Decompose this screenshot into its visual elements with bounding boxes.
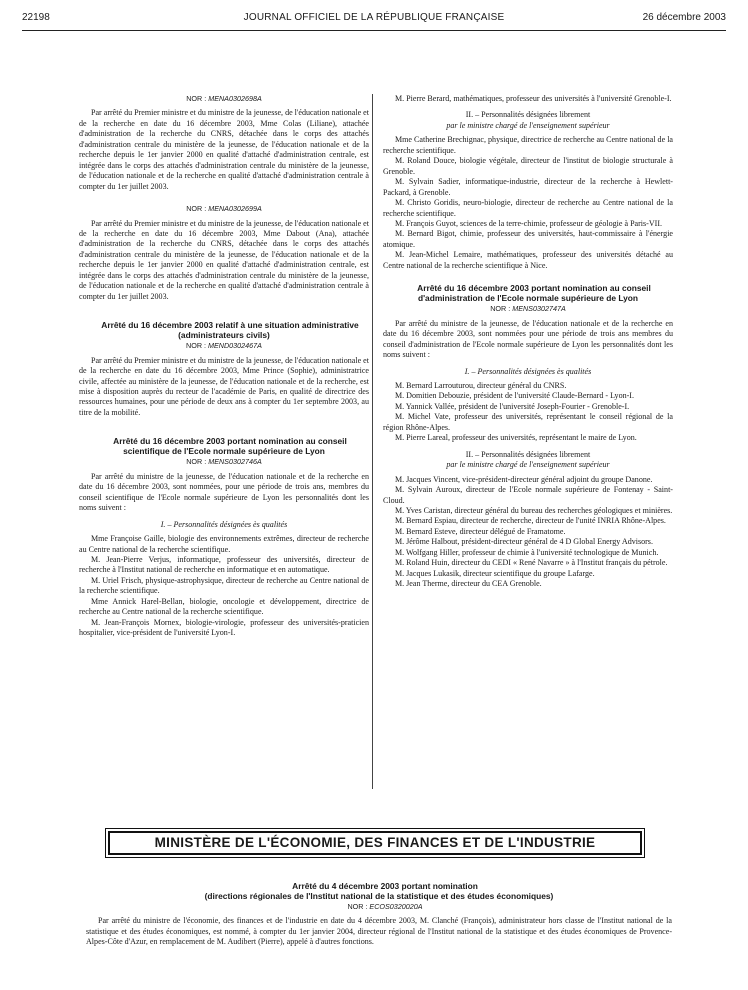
list-item: M. Roland Huin, directeur du CEDI « René Navarre » à l'Institut français du pétrole. — [395, 558, 668, 568]
right-column — [383, 94, 673, 590]
list-item: M. Yannick Vallée, président de l'université Joseph-Fourier - Grenoble-I. — [395, 401, 630, 411]
nor-reference: NOR : MENA0302699A — [186, 204, 262, 214]
list-item: M. Jean-François Mornex, biologie-virologie, professeur des universités-praticien hospitalier, vice-président de l'université Lyon-I. — [79, 617, 369, 638]
list-item: M. Michel Vate, professeur des universités, représentant le conseil régional de la région Rhône-Alpes. — [383, 412, 673, 432]
issue-date: 26 décembre 2003 — [642, 12, 726, 23]
decree-paragraph: Par arrêté du Premier ministre et du ministre de la jeunesse, de l'éducation nationale et de la recherche en date du 16 décembre 2003, Mme Dabout (Ana), attachée d'administration de la recherche du CNRS, détachée dans le corps des attachés d'administration centrale du ministère de la jeunesse, de l'éducation nationale et de la recherche depuis le 1er janvier 2000 en qualité d'attaché d'administration centrale, est intégrée dans le corps des attachés d'administration centrale du ministère de la jeunesse, de l'éducation nationale et de la recherche en qualité d'attaché d'administration centrale à compter du 1er juillet 2003. — [79, 218, 369, 301]
list-item: M. François Guyot, sciences de la terre-chimie, professeur de géologie à Paris-VII. — [395, 218, 663, 228]
header-rule — [22, 30, 726, 31]
list-item: M. Sylvain Sadier, informatique-industrie, directeur de la recherche à Hewlett-Packard, à Grenoble. — [383, 177, 673, 197]
nor-reference: NOR : MENS0302747A — [490, 304, 566, 314]
list-item: M. Jean-Pierre Verjus, informatique, professeur des universités, directeur de recherche à l'Institut national de recherche en informatique et en automatique. — [79, 554, 369, 575]
decree-title: Arrêté du 16 décembre 2003 relatif à une situation administrative (administrateurs civils) — [101, 320, 359, 341]
list-item: M. Roland Douce, biologie végétale, directeur de l'institut de biologie structurale à Grenoble. — [383, 156, 673, 176]
section-heading: II. – Personnalités désignées librement par le ministre chargé de l'enseignement supérieur — [446, 110, 610, 130]
page-number: 22198 — [22, 12, 50, 23]
list-item: M. Bernard Bigot, chimie, professeur des universités, haut-commissaire à l'énergie atomique. — [383, 229, 673, 249]
decree-paragraph: Par arrêté du ministre de l'économie, des finances et de l'industrie en date du 4 décembre 2003, M. Clanché (François), administrateur hors classe de l'Institut national de la statistique et des études économiques, est nommé, à compter du 1er janvier 2004, directeur régional de l'Institut national de la statistique et des études économiques de Provence-Alpes-Côte d'Azur, en remplacement de M. Audibert (Pierre), appelé à d'autres fonctions. — [86, 916, 672, 947]
bottom-decree — [86, 881, 672, 948]
column-divider — [372, 94, 373, 789]
list-item: M. Wolfgang Hiller, professeur de chimie à l'université technologique de Munich. — [395, 547, 659, 557]
list-item: M. Sylvain Auroux, directeur de l'Ecole normale supérieure de Fontenay - Saint-Cloud. — [383, 485, 673, 505]
list-item: M. Jacques Vincent, vice-président-directeur général adjoint du groupe Danone. — [395, 474, 653, 484]
list-item: Mme Françoise Gaille, biologie des environnements extrêmes, directeur de recherche au Centre national de la recherche scientifique. — [79, 534, 369, 554]
decree-title: Arrêté du 4 décembre 2003 portant nomination (directions régionales de l'Institut national de la statistique et des études économiques) — [204, 881, 554, 901]
nor-reference: NOR : MENS0302746A — [186, 457, 262, 467]
decree-title: Arrêté du 16 décembre 2003 portant nomination au conseil scientifique de l'Ecole normale supérieure de Lyon — [113, 436, 347, 457]
ministry-banner — [108, 831, 642, 855]
list-item: M. Jérôme Halbout, président-directeur général de 4 D Global Energy Advisors. — [395, 537, 653, 547]
decree-title: Arrêté du 16 décembre 2003 portant nomination au conseil d'administration de l'Ecole normale supérieure de Lyon — [417, 283, 651, 304]
list-item: Mme Annick Harel-Bellan, biologie, oncologie et développement, directrice de recherche au Centre national de la recherche scientifique. — [79, 596, 369, 617]
list-item: Mme Catherine Brechignac, physique, directrice de recherche au Centre national de la recherche scientifique. — [383, 135, 673, 155]
list-item: M. Jean Therme, directeur du CEA Grenoble. — [395, 579, 542, 589]
section-heading: I. – Personnalités désignées ès qualités — [464, 366, 592, 376]
nor-reference: NOR : MENA0302698A — [186, 94, 262, 103]
list-item: M. Yves Caristan, directeur général du bureau des recherches géologiques et minières. — [395, 505, 673, 515]
section-heading: I. – Personnalités désignées ès qualités — [160, 519, 288, 529]
left-column — [79, 94, 369, 639]
list-item: M. Pierre Lareal, professeur des universités, représentant le maire de Lyon. — [395, 433, 637, 443]
section-heading: II. – Personnalités désignées librement par le ministre chargé de l'enseignement supérieur — [446, 449, 610, 470]
journal-title: JOURNAL OFFICIEL DE LA RÉPUBLIQUE FRANÇAISE — [243, 12, 505, 23]
decree-paragraph: Par arrêté du Premier ministre et du ministre de la jeunesse, de l'éducation nationale et de la recherche en date du 16 décembre 2003, Mme Colas (Liliane), attachée d'administration de la recherche du CNRS, détachée dans le corps des attachés d'administration centrale du ministère de la jeunesse, de l'éducation nationale et de la recherche depuis le 1er janvier 2000 en qualité d'attaché d'administration centrale, est intégrée dans le corps des attachés d'administration centrale du ministère de la jeunesse, de l'éducation nationale et de la recherche en qualité d'attaché d'administration centrale à compter du 1er juillet 2003. — [79, 108, 369, 191]
decree-paragraph: Par arrêté du ministre de la jeunesse, de l'éducation nationale et de la recherche en date du 16 décembre 2003, sont nommées, pour une période de trois ans, membres du conseil scientifique de l'Ecole normale supérieure de Lyon les personnalités dont les noms suivent : — [79, 471, 369, 513]
nor-reference: NOR : MEND0302467A — [186, 341, 262, 351]
list-item: M. Uriel Frisch, physique-astrophysique, directeur de recherche au Centre national de la recherche scientifique. — [79, 575, 369, 596]
ministry-title: MINISTÈRE DE L'ÉCONOMIE, DES FINANCES ET DE L'INDUSTRIE — [154, 835, 596, 850]
list-item: M. Christo Goridis, neuro-biologie, directeur de recherche au Centre national de la recherche scientifique. — [383, 198, 673, 218]
list-item: M. Bernard Espiau, directeur de recherche, directeur de l'unité INRIA Rhône-Alpes. — [395, 516, 666, 526]
decree-paragraph: Par arrêté du ministre de la jeunesse, de l'éducation nationale et de la recherche en date du 16 décembre 2003, sont nommées pour une période de trois ans membres du conseil d'administration de l'Ecole normale supérieure de Lyon les personnalités dont les noms suivent : — [383, 318, 673, 360]
nor-reference: NOR : ECOS0320020A — [347, 902, 423, 911]
list-item: M. Bernard Esteve, directeur délégué de Framatome. — [395, 526, 566, 536]
list-item: M. Domitien Debouzie, président de l'université Claude-Bernard - Lyon-I. — [395, 391, 634, 401]
list-item: M. Bernard Larrouturou, directeur général du CNRS. — [395, 380, 567, 390]
list-item: M. Jean-Michel Lemaire, mathématiques, professeur des universités détaché au Centre national de la recherche scientifique à Nice. — [383, 250, 673, 270]
list-item: M. Jacques Lukasik, directeur scientifique du groupe Lafarge. — [395, 568, 595, 578]
page-header — [22, 12, 726, 28]
decree-paragraph: Par arrêté du Premier ministre et du ministre de la jeunesse, de l'éducation nationale et de la recherche en date du 16 décembre 2003, Mme Prince (Sophie), administratrice civile, affectée au ministère de la jeunesse, de l'éducation nationale et de la recherche, est mise à disposition auprès du recteur de l'académie de Paris, en qualité de directrice des ressources humaines, pour une période de deux ans à compter du 1er septembre 2003, au titre de la mobilité. — [79, 355, 369, 417]
list-item: M. Pierre Berard, mathématiques, professeur des universités à l'université Grenoble-I. — [395, 94, 672, 103]
